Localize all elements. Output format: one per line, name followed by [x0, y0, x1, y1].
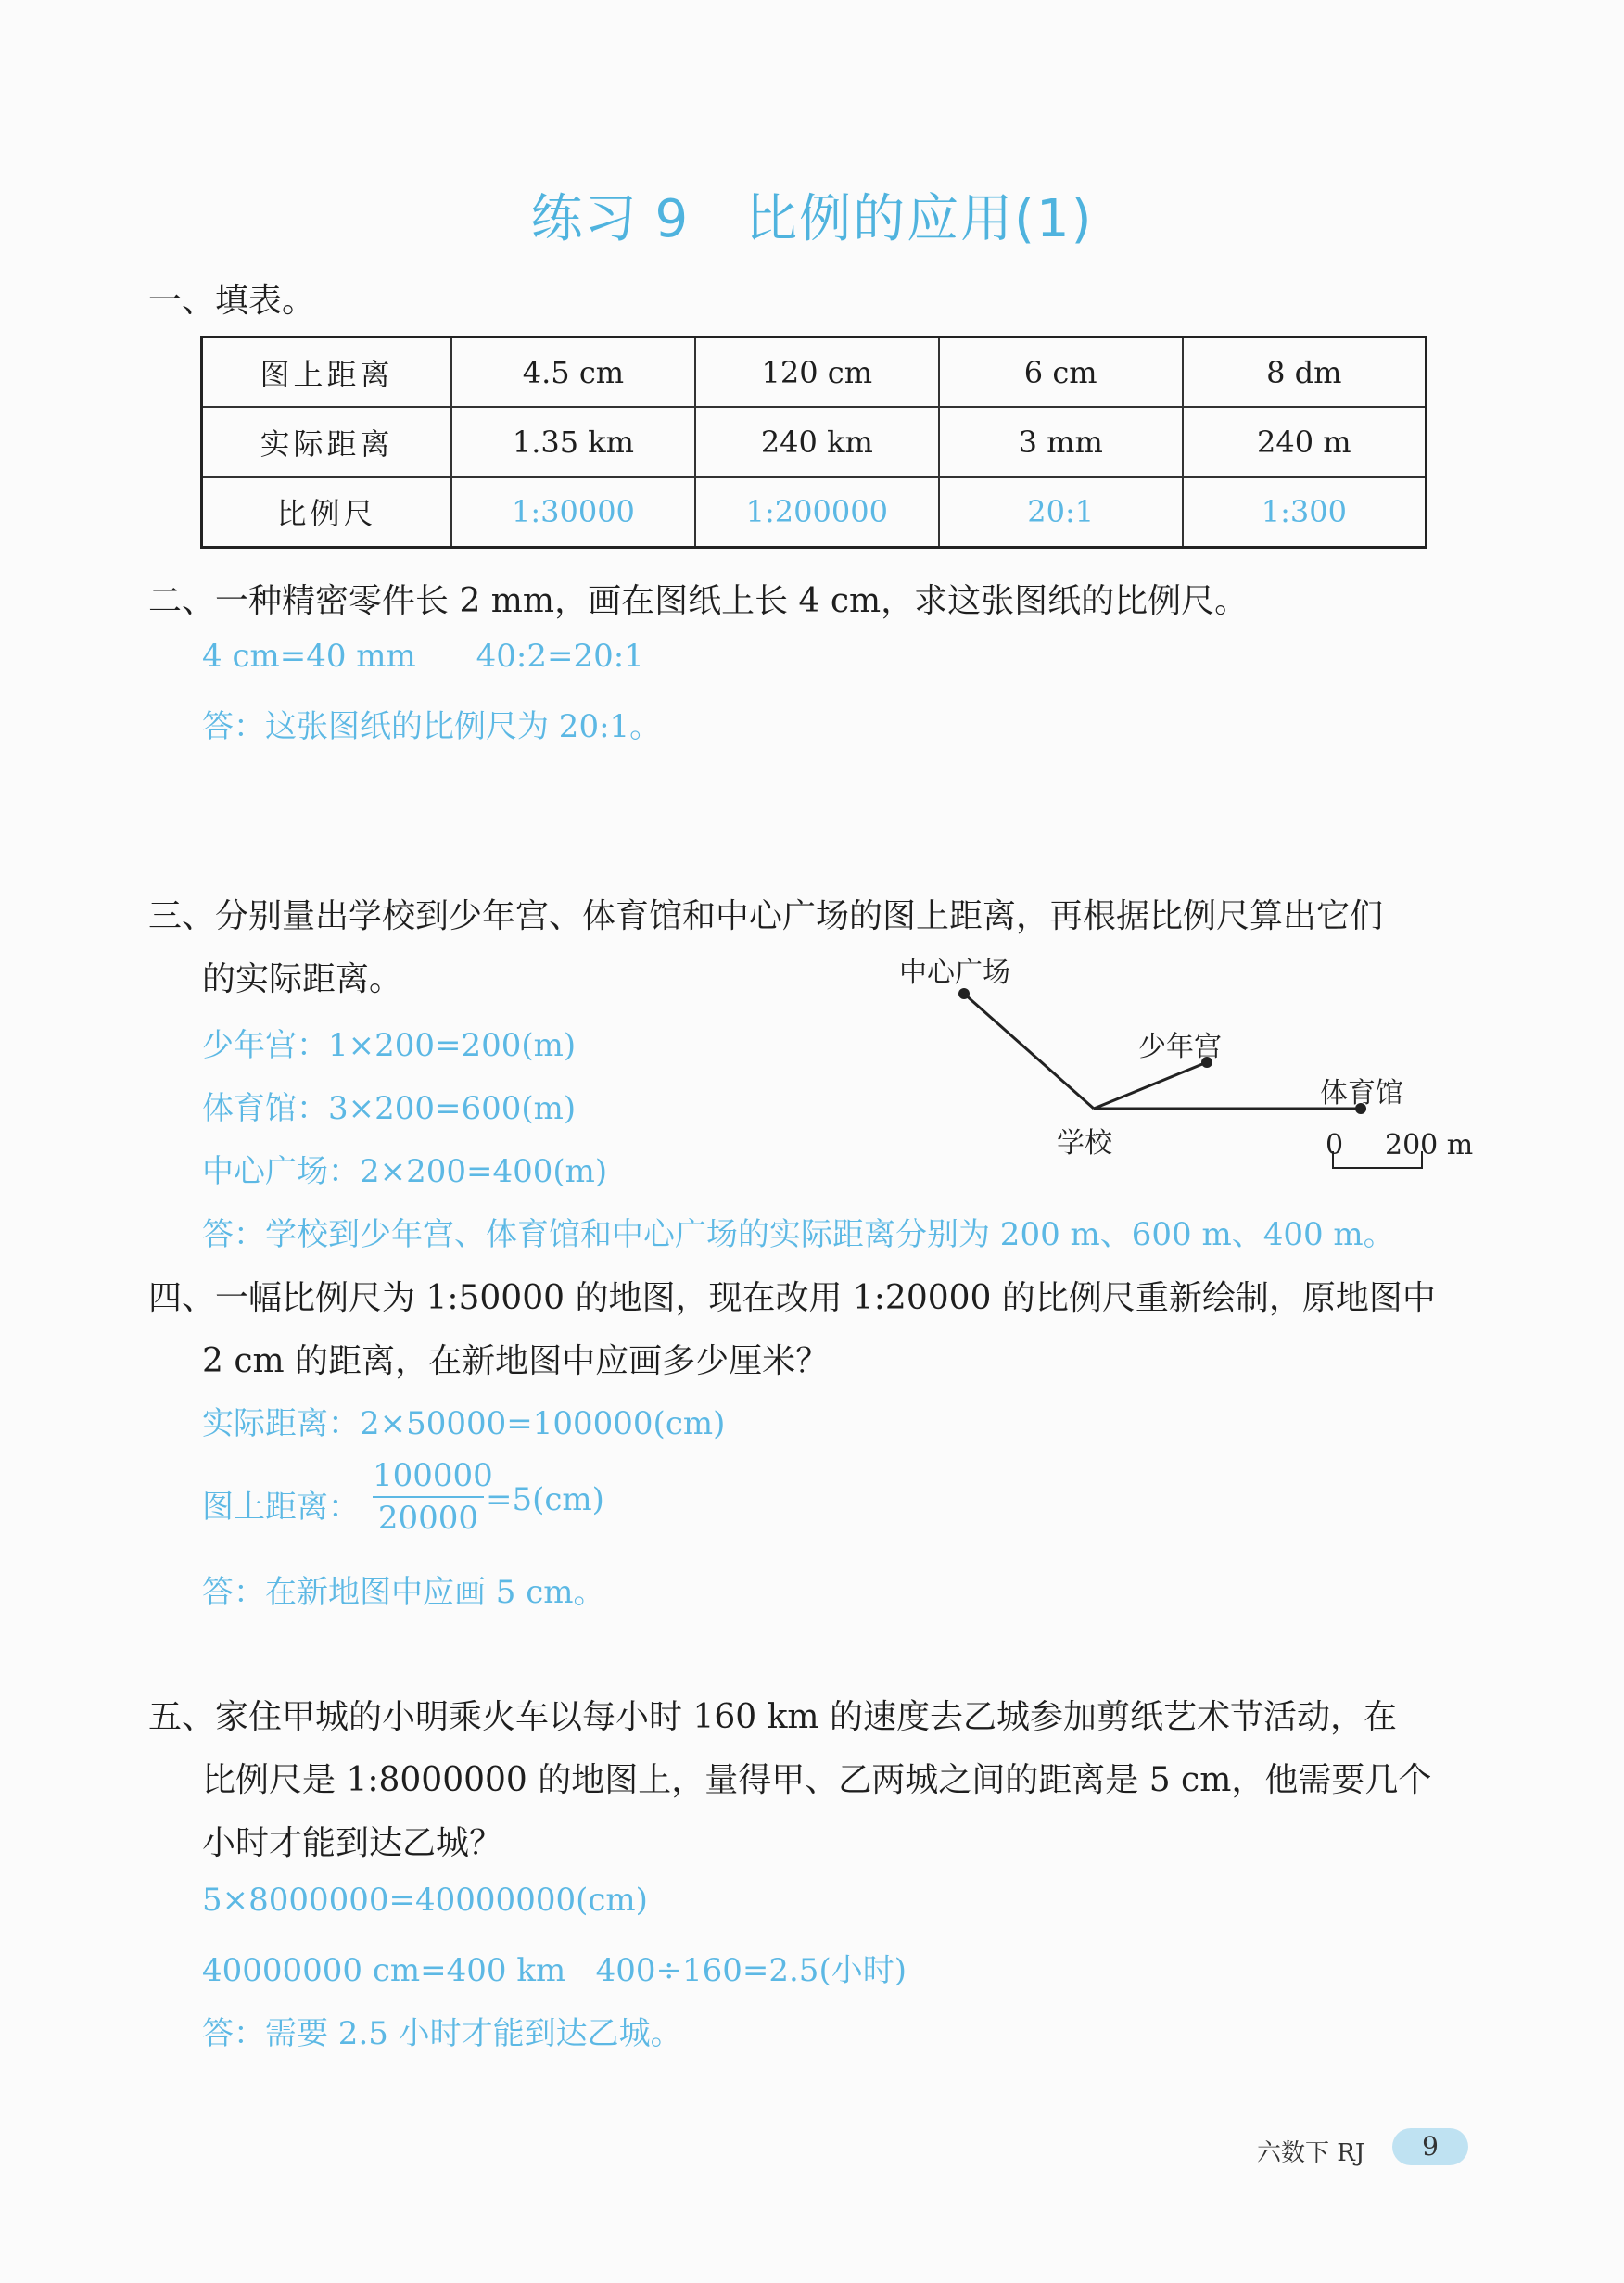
fraction [373, 1457, 493, 1537]
q4-question-line2: 2 cm 的距离，在新地图中应画多少厘米？ [202, 1342, 830, 1380]
answer-cell: 1:200000 [695, 477, 939, 548]
fraction-numerator: 100000 [373, 1457, 493, 1494]
q5-question-line3: 小时才能到达乙城？ [202, 1824, 503, 1862]
q5-work-line1: 5×8000000=40000000(cm) [202, 1882, 648, 1919]
q2-work: 4 cm=40 mm 40:2=20:1 [202, 638, 644, 675]
scale-value-label: 200 m [1385, 1129, 1474, 1161]
q4-answer: 答：在新地图中应画 5 cm。 [202, 1574, 605, 1611]
q3-work-line3: 中心广场：2×200=400(m) [202, 1153, 608, 1190]
q4-question-line1: 四、一幅比例尺为 1:50000 的地图，现在改用 1:20000 的比例尺重新绘制，原地图中 [148, 1279, 1436, 1317]
q3-work-line1: 少年宫：1×200=200(m) [202, 1027, 577, 1064]
stadium-label: 体育馆 [1320, 1077, 1403, 1110]
table-cell: 6 cm [939, 337, 1183, 408]
q5-answer: 答：需要 2.5 小时才能到达乙城。 [202, 2015, 682, 2052]
footer-book: 六数下 RJ [1257, 2139, 1365, 2167]
page-number: 9 [1392, 2128, 1468, 2165]
youth-palace-label: 少年宫 [1138, 1031, 1222, 1063]
answer-cell: 1:300 [1183, 477, 1427, 548]
table-cell: 120 cm [695, 337, 939, 408]
q4-work-label: 图上距离： [202, 1489, 360, 1526]
table-cell: 1.35 km [451, 407, 695, 476]
table-cell: 8 dm [1183, 337, 1427, 408]
q5-question-line1: 五、家住甲城的小明乘火车以每小时 160 km 的速度去乙城参加剪纸艺术节活动，在 [148, 1698, 1397, 1736]
title-name: 比例的应用(1) [745, 189, 1094, 249]
title-number: 9 [654, 189, 691, 249]
q4-work-line1: 实际距离：2×50000=100000(cm) [202, 1405, 726, 1442]
q3-question-line2: 的实际距离。 [202, 960, 403, 998]
q5-question-line2: 比例尺是 1:8000000 的地图上，量得甲、乙两城之间的距离是 5 cm，他需要几个 [202, 1761, 1432, 1799]
school-to-center-line [964, 994, 1094, 1109]
q3-work-line2: 体育馆：3×200=600(m) [202, 1090, 577, 1127]
center-square-label: 中心广场 [899, 957, 1010, 989]
scale-zero-label: 0 [1326, 1129, 1344, 1161]
table-cell: 240 km [695, 407, 939, 476]
fraction-denominator: 20000 [377, 1500, 479, 1537]
q1-label: 一、填表。 [148, 282, 316, 320]
fraction-bar [373, 1496, 484, 1498]
row-header: 实际距离 [202, 407, 452, 476]
answer-cell: 20:1 [939, 477, 1183, 548]
table-cell: 4.5 cm [451, 337, 695, 408]
q3-answer: 答：学校到少年宫、体育馆和中心广场的实际距离分别为 200 m、600 m、400 m。 [202, 1216, 1395, 1253]
row-header: 比例尺 [202, 477, 452, 548]
row-header: 图上距离 [202, 337, 452, 408]
table-cell: 3 mm [939, 407, 1183, 476]
q4-work-tail: =5(cm) [486, 1481, 604, 1518]
q3-question-line1: 三、分别量出学校到少年宫、体育馆和中心广场的图上距离，再根据比例尺算出它们 [148, 897, 1384, 935]
school-to-youth-line [1094, 1062, 1207, 1109]
q2-answer: 答：这张图纸的比例尺为 20:1。 [202, 708, 662, 745]
q5-work-line2: 40000000 cm=400 km 400÷160=2.5(小时) [202, 1952, 907, 1989]
school-label: 学校 [1057, 1127, 1112, 1160]
q2-question: 二、一种精密零件长 2 mm，画在图纸上长 4 cm，求这张图纸的比例尺。 [148, 582, 1249, 620]
table-cell: 240 m [1183, 407, 1427, 476]
answer-cell: 1:30000 [451, 477, 695, 548]
title-prefix: 练习 [530, 189, 639, 249]
